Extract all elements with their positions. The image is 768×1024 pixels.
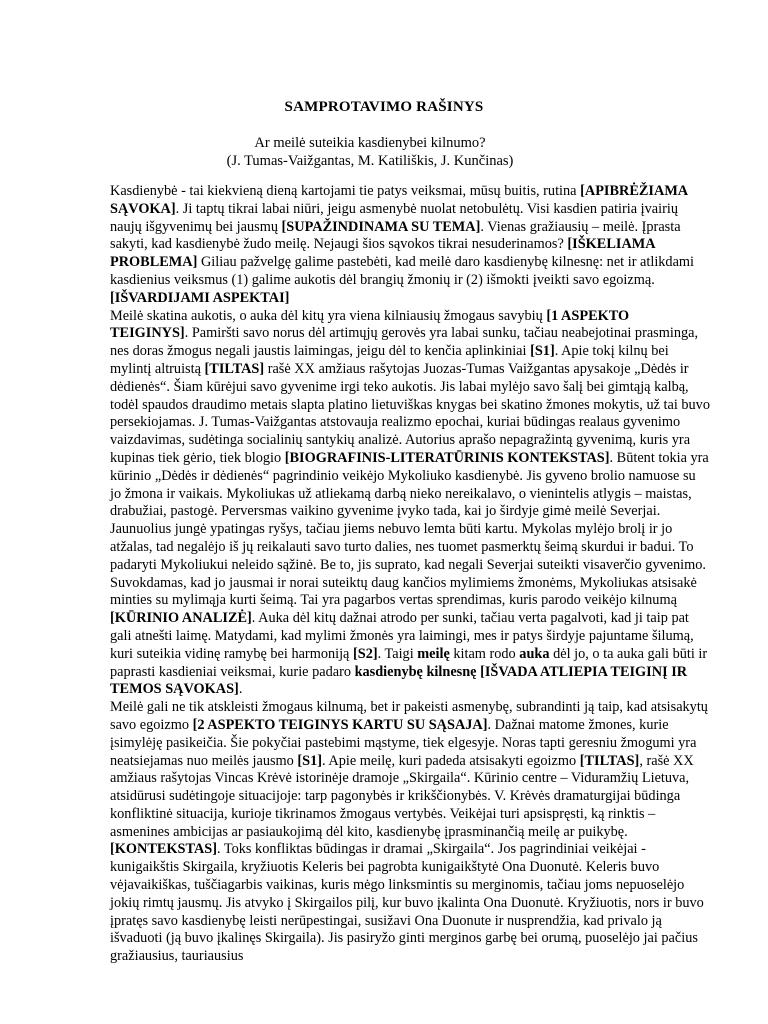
bold-annotation: [IŠVADA ATLIEPIA TEIGINĮ IR TEMOS SĄVOKAS]	[110, 663, 688, 698]
bold-annotation: meilę	[417, 645, 450, 662]
text-run: . Būtent tokia yra kūrinio „Dėdės ir dėdienės“ pagrindinio veikėjo Mykoliuko kasdienybė. Jis gyveno brolio namuose su jo žmona ir vaikais. Mykoliukas už atliekamą darbą nieko nereikalavo, o vienintelis atlygis – maistas, drabužiai, pastogė. Perversmas vaikino gyvenime įvyko tada, kai jo širdyje gimė meilė Severjai. Jaunuolius jungė ypatingas ryšys, tačiau jiems nebuvo lemta būti kartu. Mykolas mylėjo brolį ir jo atžalas, tad negalėjo iš jų reikalauti savo turto dalies, nes tuomet pasmerktų šeimą skurdui ir badui. To padaryti Mykoliukui neleido sąžinė. Be to, jis suprato, kad negali Severjai suteikti visaverčio gyvenimo. Suvokdamas, kad jo jausmai ir norai suteiktų daug kančios mylimiems žmonėms, Mykoliukas atsisakė minties su mylimąja kurti šeimą. Tai yra pagarbos vertas sprendimas, kuris parodo veikėjo kilnumą	[110, 449, 709, 609]
bold-annotation: auka	[519, 645, 550, 662]
bold-annotation: [KŪRINIO ANALIZĖ]	[110, 610, 252, 627]
bold-annotation: [TILTAS]	[204, 360, 265, 377]
text-run: , rašė XX amžiaus rašytojas Vincas Krėvė istorinėje dramoje „Skirgaila“. Kūrinio centre – Viduramžių Lietuva, atsidūrusi sudėtingoje situacijoje: tarp pagonybės ir krikščionybės. V. Krėvės dramaturgijai būdinga konfliktinė situacija, kurioje tikrinamos žmogaus vertybės. Veikėjai turi apsispręsti, ką rinktis – asmenines ambicijas ar pasiaukojimą dėl kito, kasdienybę įprasminančią meilę ar puikybę.	[110, 752, 694, 840]
bold-annotation: [1 ASPEKTO TEIGINYS]	[110, 307, 630, 342]
bold-annotation: [KONTEKSTAS]	[110, 841, 217, 858]
text-run: kitam rodo	[449, 645, 520, 662]
text-run: . Taigi	[377, 645, 418, 662]
bold-annotation: [IŠVARDIJAMI ASPEKTAI]	[110, 289, 290, 306]
essay-authors: (J. Tumas-Vaižgantas, M. Katiliškis, J. Kunčinas)	[226, 153, 514, 169]
essay-title: SAMPROTAVIMO RAŠINYS	[284, 99, 484, 115]
paragraph	[110, 183, 710, 308]
essay-subtitle	[150, 134, 590, 170]
bold-annotation: [S2]	[352, 645, 378, 662]
text-run: . Apie tokį kilnų bei mylintį altruistą	[110, 343, 669, 377]
text-run: rašė XX amžiaus rašytojas Juozas-Tumas Vaižgantas apysakoje „Dėdės ir dėdienės“. Šiam kūrėjui savo gyvenime irgi teko aukotis. Jis labai mylėjo savo šalį bei gimtąją kalbą, todėl spaudos draudimo metais slapta platino lietuviškas knygas bei skatino žmones mokytis, už tai buvo persekiojamas. J. Tumas-Vaižgantas atstovauja realizmo epochai, kuriai būdingas realaus gyvenimo vaizdavimas, sudėtinga socialinių santykių analizė. Autorius aprašo nepagražintą gyvenimą, kuris yra kupinas tiek gėrio, tiek blogio	[110, 360, 710, 466]
text-run: . Pamiršti savo norus dėl artimųjų gerovės yra labai sunku, tačiau neabejotinai prasminga, nes doras žmogus negali jaustis laimingas, jeigu dėl to kenčia aplinkiniai	[110, 325, 699, 360]
text-run: . Apie meilę, kuri padeda atsisakyti egoizmo	[322, 752, 580, 769]
text-run: Kasdienybė - tai kiekvieną dieną kartojami tie patys veiksmai, mūsų buitis, rutina	[110, 183, 581, 199]
text-run: . Toks konfliktas būdingas ir dramai „Skirgaila“. Jos pagrindiniai veikėjai - kunigaikštis Skirgaila, kryžiuotis Keleris bei pagrobta kunigaikštytė Ona Duonutė. Keleris buvo vėjavaikiškas, tuščiagarbis vaikinas, kuris mėgo linksmintis su merginomis, tačiau joms nepuoselėjo jokių rimtų jausmų. Jis atvyko į Skirgailos pilį, kur buvo įkalinta Ona Duonutė. Kryžiuotis, nors ir buvo įpratęs savo kasdienybę leisti nerūpestingai, susižavi Ona Duonute ir nusprendžia, kad privalo ją išvaduoti (ją buvo įkalinęs Skirgaila). Jis pasiryžo ginti merginos garbę bei orumą, puoselėjo jai pačius gražiausius, tauriausius	[110, 841, 704, 965]
text-run: Meilė skatina aukotis, o auka dėl kitų yra viena kilniausių žmogaus savybių	[110, 307, 547, 324]
bold-annotation: [IŠKELIAMA PROBLEMA]	[110, 236, 655, 271]
text-run: . Ji taptų tikrai labai niūri, jeigu asmenybė nuolat netobulėtų. Visi kasdien patiria įvairių naujų išgyvenimų bei jausmų	[110, 200, 678, 235]
bold-annotation: [S1]	[297, 752, 323, 769]
text-run: . Dažnai matome žmones, kurie įsimylėję pasikeičia. Šie pokyčiai pastebimi mąstyme, tiek elgesyje. Noras tapti geresniu žmogumi yra neatsiejamas nuo meilės jausmo	[110, 716, 697, 769]
essay-body	[110, 183, 710, 966]
bold-annotation: [2 ASPEKTO TEIGINYS KARTU SU SĄSAJA]	[192, 716, 488, 733]
text-run: .	[238, 681, 243, 698]
text-run: . Auka dėl kitų dažnai atrodo per sunki, tačiau verta pagalvoti, kad ji taip pat gali atnešti laimę. Matydami, kad mylimi žmonės yra laimingi, mes ir patys širdyje pajuntame šilumą, kuri suteikia vidinę ramybę bei harmoniją	[110, 610, 694, 662]
bold-annotation: [APIBRĖŽIAMA SĄVOKA]	[110, 183, 688, 217]
essay-question: Ar meilė suteikia kasdienybei kilnumo?	[254, 135, 486, 151]
text-run: Giliau pažvelgę galime pastebėti, kad meilė daro kasdienybę kilnesnę: net ir atlikdami kasdienius veiksmus (1) galime aukotis dėl brangių žmonių ir (2) išmokti įveikti savo egoizmą.	[110, 254, 695, 288]
text-run: . Vienas gražiausių – meilė. Įprasta sakyti, kad kasdienybė žudo meilę. Nejaugi šios sąvokos tikrai nesuderinamos?	[110, 218, 681, 253]
text-run: Meilė gali ne tik atskleisti žmogaus kilnumą, bet ir pakeisti asmenybę, subrandinti ją taip, kad atsisakytų savo egoizmo	[110, 699, 708, 733]
bold-annotation: [SUPAŽINDINAMA SU TEMA]	[281, 218, 481, 235]
bold-annotation: kasdienybę kilnesnę	[354, 663, 477, 680]
bold-annotation: [S1]	[530, 343, 555, 360]
paragraph	[110, 699, 710, 966]
text-run: dėl jo, o ta auka gali būti ir paprasti kasdieniai veiksmai, kurie padaro	[110, 645, 708, 680]
bold-annotation: [TILTAS]	[579, 752, 640, 769]
bold-annotation: [BIOGRAFINIS-LITERATŪRINIS KONTEKSTAS]	[284, 449, 610, 466]
paragraph	[110, 308, 710, 700]
